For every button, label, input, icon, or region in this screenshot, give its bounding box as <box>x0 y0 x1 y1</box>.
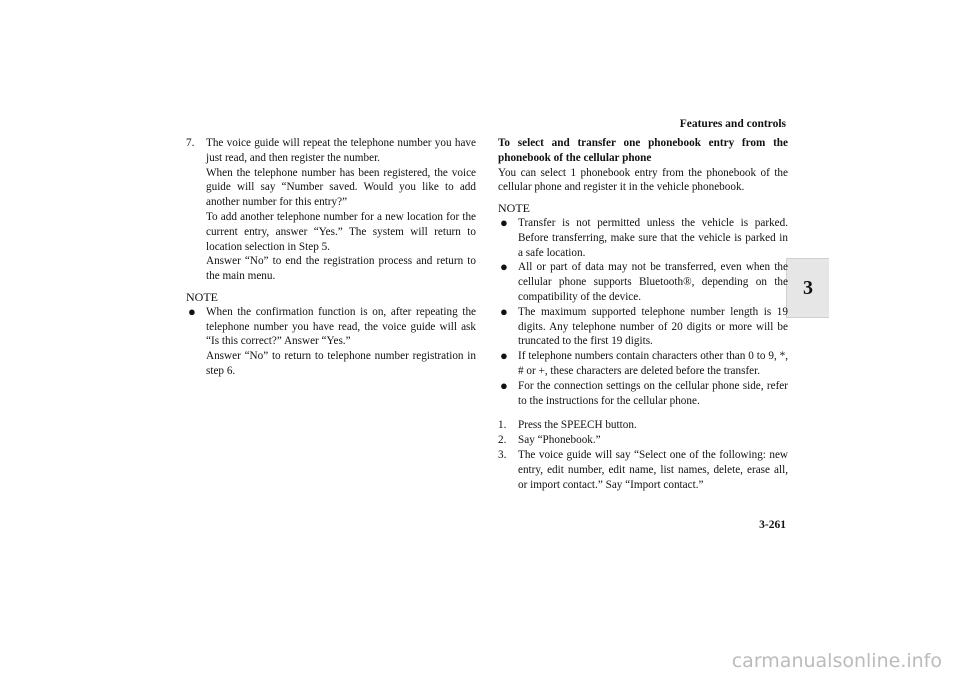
bullet-text: Transfer is not permitted unless the vehicle is parked. Before transferring, make sure that the vehicle is parked in a safe location. <box>518 216 788 259</box>
step-text: Say “Phonebook.” <box>518 434 601 447</box>
step-7 <box>186 136 476 284</box>
step-text: When the telephone number has been registered, the voice guide will say “Number saved. Would you like to add another number for this entry?” <box>206 166 476 209</box>
step-3 <box>498 448 788 492</box>
note-bullet <box>498 305 788 349</box>
step-text: Answer “No” to end the registration process and return to the main menu. <box>206 255 476 283</box>
bullet-text: The maximum supported telephone number length is 19 digits. Any telephone number of 20 digits or more will be truncated to the first 19 digits. <box>518 305 788 348</box>
step-text: Press the SPEECH button. <box>518 419 637 432</box>
bullet-icon: ● <box>500 259 508 275</box>
bullet-text: For the connection settings on the cellular phone side, refer to the instructions for the cellular phone. <box>518 379 788 407</box>
step-text: To add another telephone number for a new location for the current entry, answer “Yes.” The system will return to location selection in Step 5. <box>206 210 476 253</box>
bullet-icon: ● <box>500 377 508 393</box>
note-bullet <box>498 216 788 260</box>
step-number: 1. <box>498 419 507 432</box>
page-header: Features and controls <box>679 118 786 130</box>
bullet-text: All or part of data may not be transferred, even when the cellular phone supports Bluetooth®, depending on the compatibility of the device. <box>518 261 788 303</box>
step-text: The voice guide will repeat the telephone number you have just read, and then register the number. <box>206 137 476 164</box>
step-2 <box>498 433 788 448</box>
section-heading: To select and transfer one phonebook entry from the phonebook of the cellular phone <box>498 137 788 164</box>
note-label: NOTE <box>498 201 530 216</box>
step-number: 7. <box>186 137 195 149</box>
page-number: 3-261 <box>759 519 786 531</box>
step-number: 3. <box>498 448 507 461</box>
section-intro: You can select 1 phonebook entry from the phonebook of the cellular phone and register it in the vehicle phonebook. <box>498 166 788 194</box>
note-bullet <box>186 305 476 379</box>
bullet-text: When the confirmation function is on, after repeating the telephone number you have read, the voice guide will ask “Is this correct?” Answer “Yes.” <box>206 305 476 348</box>
note-bullet <box>498 260 788 304</box>
bullet-icon: ● <box>500 348 508 364</box>
step-1 <box>498 418 788 433</box>
note-bullet <box>498 379 788 409</box>
watermark-text: carmanualsonline.info <box>731 650 942 672</box>
step-number: 2. <box>498 434 507 447</box>
right-column <box>498 136 788 492</box>
bullet-text: If telephone numbers contain characters other than 0 to 9, *, # or +, these characters are deleted before the transfer. <box>518 350 788 377</box>
note-label: NOTE <box>186 289 218 304</box>
bullet-text: Answer “No” to return to telephone number registration in step 6. <box>206 350 476 377</box>
bullet-icon: ● <box>500 303 508 319</box>
bullet-icon: ● <box>500 214 508 230</box>
chapter-tab: 3 <box>786 258 829 318</box>
bullet-icon: ● <box>188 303 196 319</box>
left-column <box>186 136 476 379</box>
step-text: The voice guide will say “Select one of the following: new entry, edit number, edit name, list names, delete, erase all, or import contact.” Say “Import contact.” <box>518 448 788 491</box>
note-bullet <box>498 349 788 379</box>
